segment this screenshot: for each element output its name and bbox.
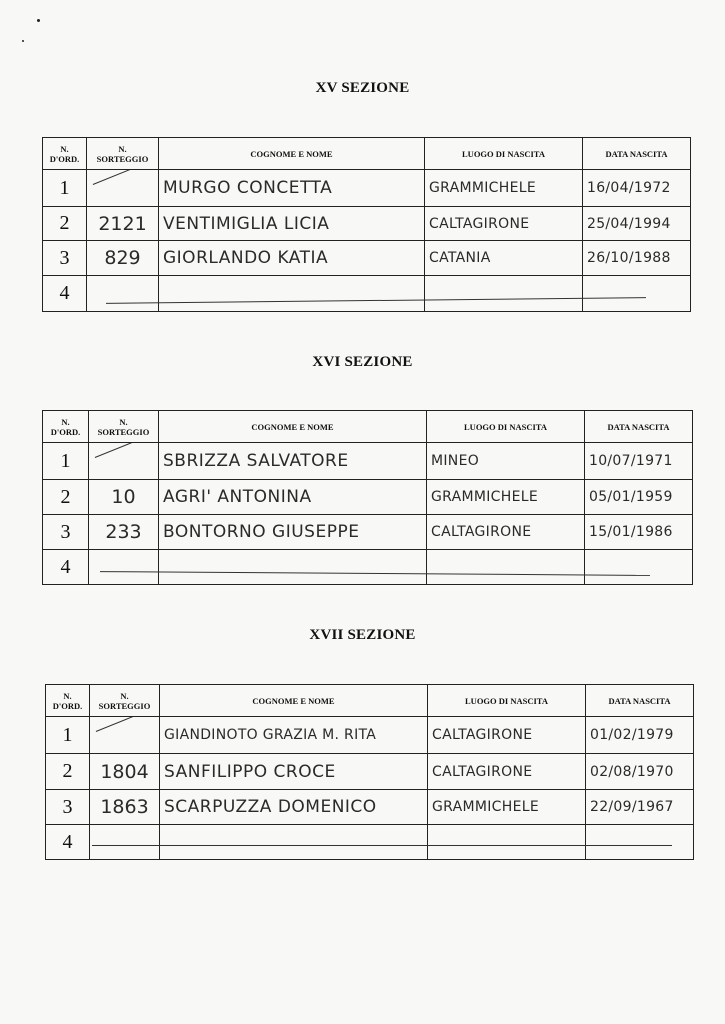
table-row	[43, 480, 693, 515]
row-name	[159, 276, 425, 312]
row-sort: 1804	[90, 754, 160, 790]
col-header-place: LUOGO DI NASCITA	[427, 411, 585, 443]
row-place: GRAMMICHELE	[428, 790, 586, 825]
row-ord: 1	[43, 443, 89, 480]
row-sort-struck	[89, 443, 159, 480]
row-date	[583, 276, 691, 312]
row-place: GRAMMICHELE	[425, 170, 583, 207]
col-header-name: COGNOME E NOME	[159, 138, 425, 170]
row-sort-struck	[87, 170, 159, 207]
row-sort	[87, 276, 159, 312]
table-row	[43, 207, 691, 241]
section-title: XVII SEZIONE	[309, 627, 416, 643]
col-header-date: DATA NASCITA	[585, 411, 693, 443]
scan-speck	[22, 40, 24, 42]
col-header-sort: N. SORTEGGIO	[89, 411, 159, 443]
row-ord: 2	[43, 480, 89, 515]
col-header-date: DATA NASCITA	[583, 138, 691, 170]
row-date	[585, 550, 693, 585]
col-header-name: COGNOME E NOME	[159, 411, 427, 443]
row-name: BONTORNO GIUSEPPE	[159, 515, 427, 550]
row-ord: 2	[43, 207, 87, 241]
register-table	[42, 410, 693, 585]
row-ord: 4	[46, 825, 90, 860]
row-name: SBRIZZA SALVATORE	[159, 443, 427, 480]
col-header-ord: N. D'ORD.	[43, 138, 87, 170]
row-ord: 3	[43, 515, 89, 550]
col-header-date: DATA NASCITA	[586, 685, 694, 717]
col-header-ord: N. D'ORD.	[43, 411, 89, 443]
row-name: VENTIMIGLIA LICIA	[159, 207, 425, 241]
row-place: CALTAGIRONE	[425, 207, 583, 241]
row-ord: 4	[43, 550, 89, 585]
row-ord: 3	[43, 241, 87, 276]
row-date: 01/02/1979	[586, 717, 694, 754]
row-name: SCARPUZZA DOMENICO	[160, 790, 428, 825]
row-date: 10/07/1971	[585, 443, 693, 480]
row-name: MURGO CONCETTA	[159, 170, 425, 207]
section-title: XVI SEZIONE	[312, 354, 413, 370]
row-name	[159, 550, 427, 585]
col-header-sort: N. SORTEGGIO	[90, 685, 160, 717]
row-sort	[89, 550, 159, 585]
table-row	[43, 515, 693, 550]
row-sort: 10	[89, 480, 159, 515]
row-name: GIORLANDO KATIA	[159, 241, 425, 276]
row-ord: 1	[46, 717, 90, 754]
row-date: 05/01/1959	[585, 480, 693, 515]
row-place: CALTAGIRONE	[428, 717, 586, 754]
row-date	[586, 825, 694, 860]
row-ord: 3	[46, 790, 90, 825]
table-row	[43, 276, 691, 312]
table-row	[46, 825, 694, 860]
scan-speck	[37, 19, 40, 22]
row-place: CATANIA	[425, 241, 583, 276]
row-name	[160, 825, 428, 860]
row-date: 26/10/1988	[583, 241, 691, 276]
table-row	[46, 754, 694, 790]
section-title: XV SEZIONE	[315, 80, 410, 96]
strike-line	[92, 845, 672, 846]
row-sort: 233	[89, 515, 159, 550]
row-place	[428, 825, 586, 860]
table-row	[43, 550, 693, 585]
row-date: 22/09/1967	[586, 790, 694, 825]
register-table	[42, 137, 691, 312]
row-ord: 2	[46, 754, 90, 790]
col-header-place: LUOGO DI NASCITA	[428, 685, 586, 717]
col-header-name: COGNOME E NOME	[160, 685, 428, 717]
row-date: 15/01/1986	[585, 515, 693, 550]
row-date: 25/04/1994	[583, 207, 691, 241]
row-sort: 1863	[90, 790, 160, 825]
col-header-place: LUOGO DI NASCITA	[425, 138, 583, 170]
row-name: AGRI' ANTONINA	[159, 480, 427, 515]
table-row	[46, 790, 694, 825]
row-date: 16/04/1972	[583, 170, 691, 207]
row-sort: 829	[87, 241, 159, 276]
row-place	[427, 550, 585, 585]
row-place: CALTAGIRONE	[428, 754, 586, 790]
table-row	[46, 717, 694, 754]
row-date: 02/08/1970	[586, 754, 694, 790]
table-row	[43, 443, 693, 480]
table-row	[43, 170, 691, 207]
col-header-sort: N. SORTEGGIO	[87, 138, 159, 170]
row-sort: 2121	[87, 207, 159, 241]
row-place: CALTAGIRONE	[427, 515, 585, 550]
row-place: GRAMMICHELE	[427, 480, 585, 515]
col-header-ord: N. D'ORD.	[46, 685, 90, 717]
table-row	[43, 241, 691, 276]
row-ord: 1	[43, 170, 87, 207]
row-name: SANFILIPPO CROCE	[160, 754, 428, 790]
row-place: MINEO	[427, 443, 585, 480]
row-ord: 4	[43, 276, 87, 312]
row-place	[425, 276, 583, 312]
row-sort-struck	[90, 717, 160, 754]
row-sort	[90, 825, 160, 860]
row-name: GIANDINOTO GRAZIA M. RITA	[160, 717, 428, 754]
register-table	[45, 684, 694, 860]
